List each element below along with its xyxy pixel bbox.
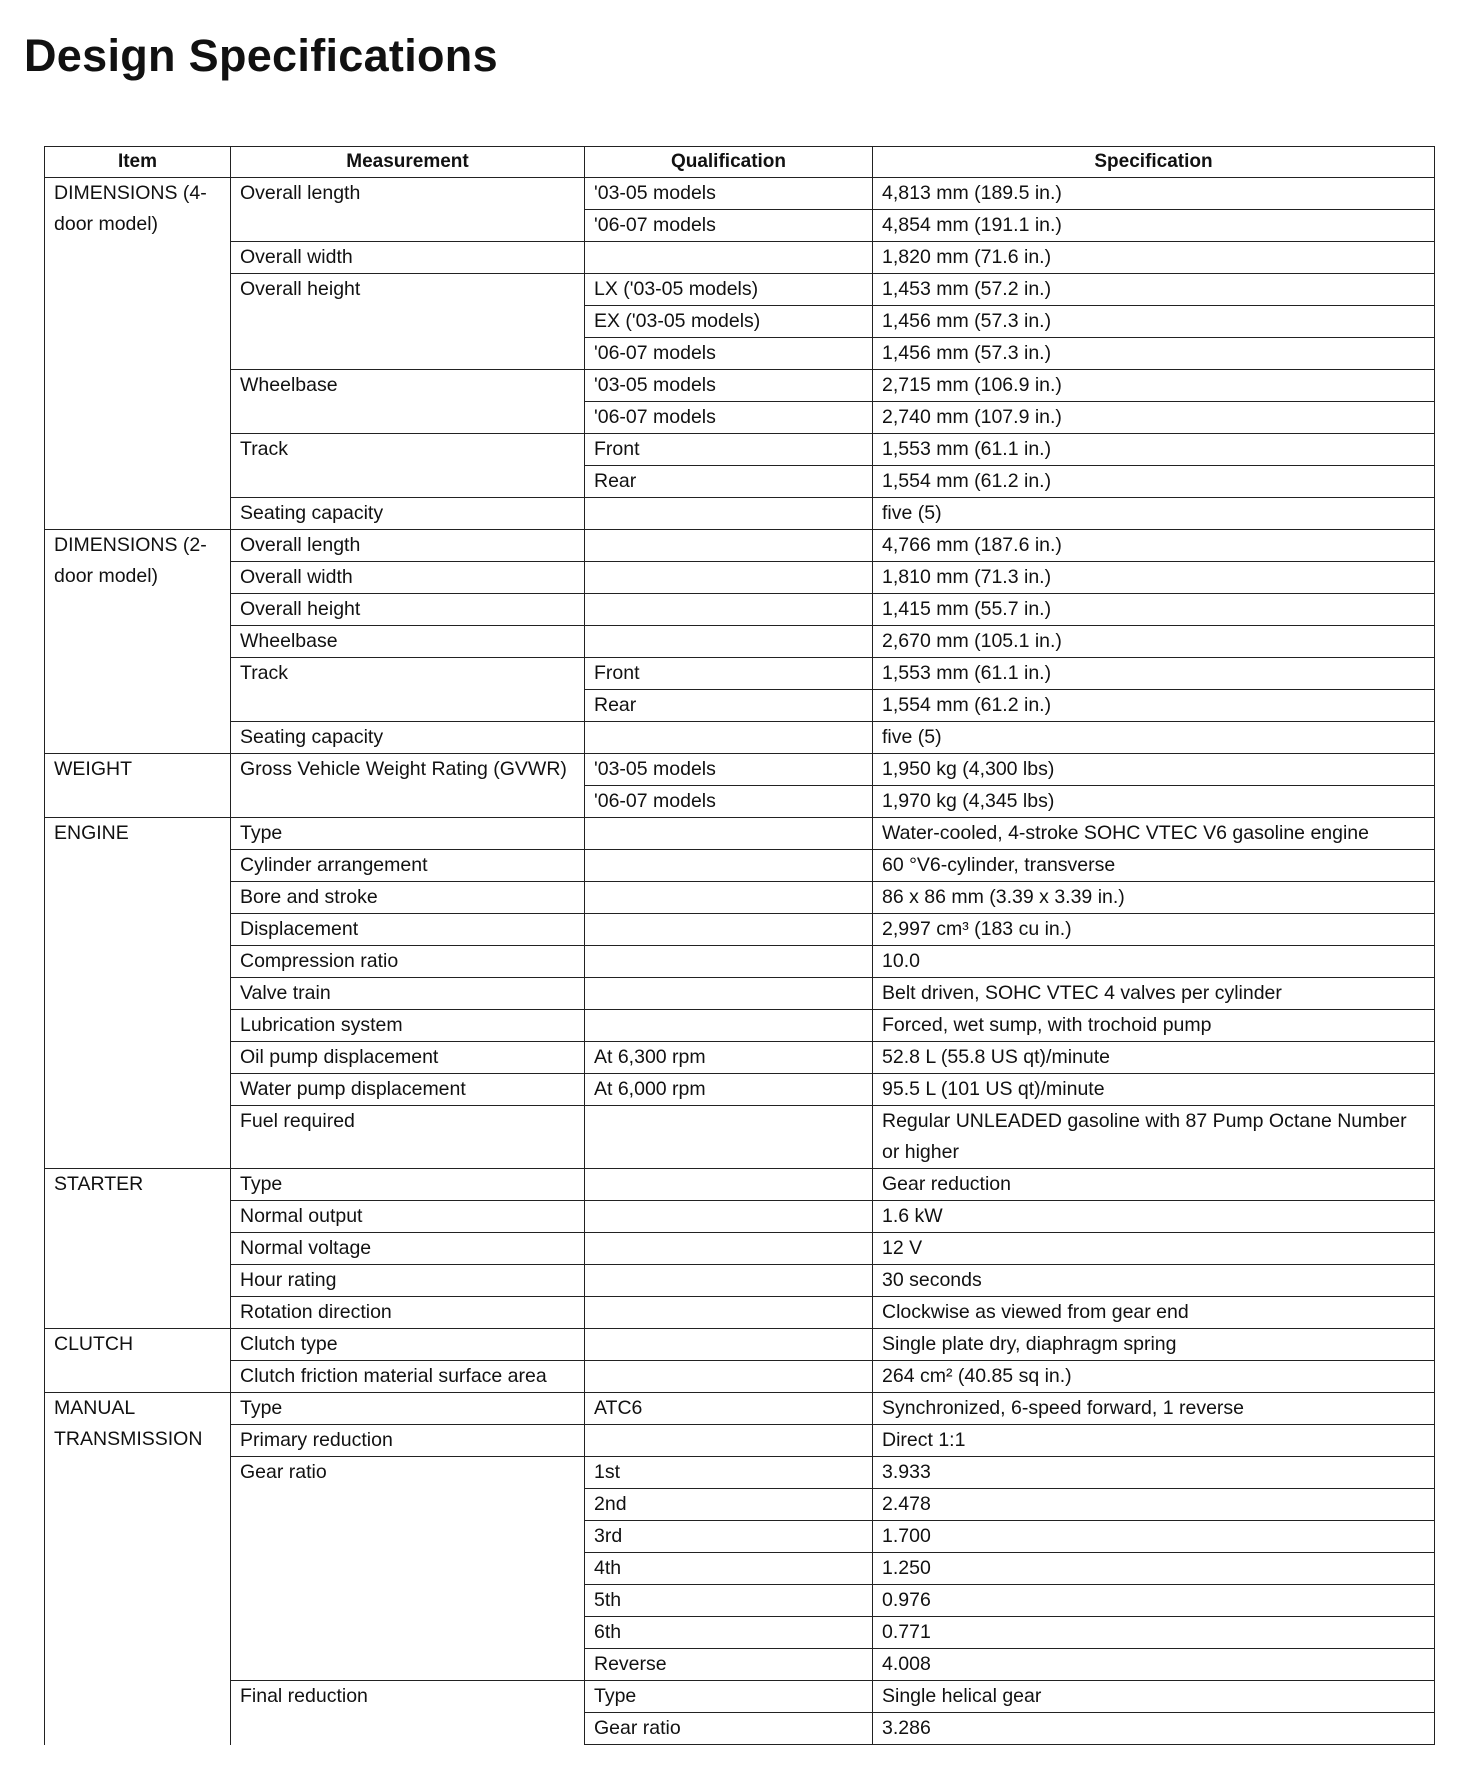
qualification-cell [585,946,873,978]
measurement-cell: Fuel required [231,1106,585,1169]
qualification-cell: '06-07 models [585,786,873,818]
qualification-cell [585,1425,873,1457]
table-row [45,882,1435,914]
table-row [45,978,1435,1010]
table-row [45,370,1435,402]
specification-cell: 4.008 [873,1649,1435,1681]
qualification-cell [585,850,873,882]
table-row [45,178,1435,210]
qualification-cell [585,1010,873,1042]
specification-cell: 4,854 mm (191.1 in.) [873,210,1435,242]
measurement-cell: Wheelbase [231,370,585,434]
measurement-cell: Overall width [231,562,585,594]
specification-cell: five (5) [873,498,1435,530]
measurement-cell: Cylinder arrangement [231,850,585,882]
specification-cell: 1.6 kW [873,1201,1435,1233]
measurement-cell: Normal output [231,1201,585,1233]
section-label: CLUTCH [45,1329,231,1393]
table-row [45,914,1435,946]
specification-cell: 1,456 mm (57.3 in.) [873,338,1435,370]
measurement-cell: Compression ratio [231,946,585,978]
table-row [45,1361,1435,1393]
header-specification: Specification [873,147,1435,178]
measurement-cell: Track [231,658,585,722]
specification-cell: 0.976 [873,1585,1435,1617]
specification-cell: 4,766 mm (187.6 in.) [873,530,1435,562]
qualification-cell: At 6,000 rpm [585,1074,873,1106]
specification-cell: 3.933 [873,1457,1435,1489]
specification-cell: 1.700 [873,1521,1435,1553]
measurement-cell: Wheelbase [231,626,585,658]
qualification-cell: '06-07 models [585,338,873,370]
header-item: Item [45,147,231,178]
measurement-cell: Oil pump displacement [231,1042,585,1074]
section-label: WEIGHT [45,754,231,818]
specification-cell: 1,950 kg (4,300 lbs) [873,754,1435,786]
table-row [45,242,1435,274]
specification-cell: 1,554 mm (61.2 in.) [873,690,1435,722]
header-measurement: Measurement [231,147,585,178]
specification-cell: 52.8 L (55.8 US qt)/minute [873,1042,1435,1074]
table-row [45,594,1435,626]
qualification-cell: '03-05 models [585,370,873,402]
table-row [45,626,1435,658]
specification-cell: 2,740 mm (107.9 in.) [873,402,1435,434]
table-row [45,754,1435,786]
qualification-cell [585,1361,873,1393]
table-row [45,1329,1435,1361]
qualification-cell: At 6,300 rpm [585,1042,873,1074]
table-row [45,1425,1435,1457]
qualification-cell [585,1233,873,1265]
table-row [45,818,1435,850]
spec-body [45,178,1435,1745]
specification-cell: 1,553 mm (61.1 in.) [873,658,1435,690]
qualification-cell [585,242,873,274]
table-row [45,274,1435,306]
table-row [45,1457,1435,1489]
table-row [45,530,1435,562]
qualification-cell [585,914,873,946]
specification-cell: 1,554 mm (61.2 in.) [873,466,1435,498]
table-row [45,722,1435,754]
qualification-cell: Rear [585,690,873,722]
table-row [45,658,1435,690]
qualification-cell [585,1297,873,1329]
measurement-cell: Lubrication system [231,1010,585,1042]
qualification-cell: '03-05 models [585,178,873,210]
measurement-cell: Gear ratio [231,1457,585,1681]
measurement-cell: Normal voltage [231,1233,585,1265]
specification-cell: 1,456 mm (57.3 in.) [873,306,1435,338]
specification-cell: 1,810 mm (71.3 in.) [873,562,1435,594]
specification-cell: Water-cooled, 4-stroke SOHC VTEC V6 gasoline engine [873,818,1435,850]
measurement-cell: Primary reduction [231,1425,585,1457]
qualification-cell: 4th [585,1553,873,1585]
measurement-cell: Type [231,818,585,850]
qualification-cell [585,1106,873,1169]
specification-cell: Single helical gear [873,1681,1435,1713]
qualification-cell: '06-07 models [585,210,873,242]
specification-cell: Belt driven, SOHC VTEC 4 valves per cylinder [873,978,1435,1010]
qualification-cell: '03-05 models [585,754,873,786]
table-row [45,1265,1435,1297]
specification-cell: 1,970 kg (4,345 lbs) [873,786,1435,818]
specification-cell: Forced, wet sump, with trochoid pump [873,1010,1435,1042]
qualification-cell [585,978,873,1010]
measurement-cell: Gross Vehicle Weight Rating (GVWR) [231,754,585,818]
specification-cell: 1,453 mm (57.2 in.) [873,274,1435,306]
specification-cell: 2.478 [873,1489,1435,1521]
measurement-cell: Overall width [231,242,585,274]
qualification-cell: Reverse [585,1649,873,1681]
qualification-cell [585,722,873,754]
measurement-cell: Overall length [231,178,585,242]
specification-cell: 0.771 [873,1617,1435,1649]
section-label: DIMENSIONS (4-door model) [45,178,231,530]
specification-cell: five (5) [873,722,1435,754]
section-label: MANUAL TRANSMISSION [45,1393,231,1745]
qualification-cell [585,1201,873,1233]
measurement-cell: Water pump displacement [231,1074,585,1106]
qualification-cell: EX ('03-05 models) [585,306,873,338]
table-row [45,1681,1435,1713]
specification-cell: 264 cm² (40.85 sq in.) [873,1361,1435,1393]
table-row [45,562,1435,594]
qualification-cell: 5th [585,1585,873,1617]
qualification-cell: Front [585,434,873,466]
qualification-cell [585,818,873,850]
specification-cell: 2,997 cm³ (183 cu in.) [873,914,1435,946]
table-row [45,498,1435,530]
specification-cell: 3.286 [873,1713,1435,1745]
qualification-cell: '06-07 models [585,402,873,434]
measurement-cell: Type [231,1393,585,1425]
qualification-cell: ATC6 [585,1393,873,1425]
measurement-cell: Displacement [231,914,585,946]
section-label: ENGINE [45,818,231,1169]
specification-cell: Clockwise as viewed from gear end [873,1297,1435,1329]
measurement-cell: Final reduction [231,1681,585,1745]
qualification-cell: Type [585,1681,873,1713]
qualification-cell: 2nd [585,1489,873,1521]
table-row [45,1169,1435,1201]
header-qualification: Qualification [585,147,873,178]
section-label: DIMENSIONS (2-door model) [45,530,231,754]
measurement-cell: Overall height [231,274,585,370]
table-row [45,1201,1435,1233]
qualification-cell [585,594,873,626]
specification-cell: 1,820 mm (71.6 in.) [873,242,1435,274]
spec-table [44,146,1435,1745]
measurement-cell: Bore and stroke [231,882,585,914]
specification-cell: Regular UNLEADED gasoline with 87 Pump Octane Number or higher [873,1106,1435,1169]
qualification-cell [585,1329,873,1361]
specification-cell: 2,670 mm (105.1 in.) [873,626,1435,658]
header-row [45,147,1435,178]
qualification-cell [585,626,873,658]
measurement-cell: Clutch friction material surface area [231,1361,585,1393]
measurement-cell: Seating capacity [231,498,585,530]
specification-cell: 95.5 L (101 US qt)/minute [873,1074,1435,1106]
measurement-cell: Valve train [231,978,585,1010]
qualification-cell [585,498,873,530]
specification-cell: 60 °V6-cylinder, transverse [873,850,1435,882]
qualification-cell: 6th [585,1617,873,1649]
table-row [45,946,1435,978]
specification-cell: 10.0 [873,946,1435,978]
measurement-cell: Overall height [231,594,585,626]
table-row [45,1393,1435,1425]
specification-cell: Single plate dry, diaphragm spring [873,1329,1435,1361]
specification-cell: 30 seconds [873,1265,1435,1297]
table-row [45,1010,1435,1042]
table-row [45,1233,1435,1265]
section-label: STARTER [45,1169,231,1329]
qualification-cell: Front [585,658,873,690]
measurement-cell: Rotation direction [231,1297,585,1329]
table-row [45,1297,1435,1329]
measurement-cell: Overall length [231,530,585,562]
measurement-cell: Type [231,1169,585,1201]
qualification-cell [585,530,873,562]
measurement-cell: Track [231,434,585,498]
specification-cell: 1,553 mm (61.1 in.) [873,434,1435,466]
qualification-cell: LX ('03-05 models) [585,274,873,306]
specification-cell: Direct 1:1 [873,1425,1435,1457]
qualification-cell [585,1169,873,1201]
qualification-cell [585,1265,873,1297]
table-row [45,850,1435,882]
specification-cell: 2,715 mm (106.9 in.) [873,370,1435,402]
qualification-cell [585,882,873,914]
qualification-cell: Rear [585,466,873,498]
table-row [45,1106,1435,1169]
table-row [45,1042,1435,1074]
specification-cell: 1.250 [873,1553,1435,1585]
table-row [45,434,1435,466]
specification-cell: 86 x 86 mm (3.39 x 3.39 in.) [873,882,1435,914]
specification-cell: Synchronized, 6-speed forward, 1 reverse [873,1393,1435,1425]
qualification-cell: 1st [585,1457,873,1489]
qualification-cell: 3rd [585,1521,873,1553]
specification-cell: 12 V [873,1233,1435,1265]
measurement-cell: Clutch type [231,1329,585,1361]
qualification-cell [585,562,873,594]
specification-cell: 4,813 mm (189.5 in.) [873,178,1435,210]
specification-cell: 1,415 mm (55.7 in.) [873,594,1435,626]
specification-cell: Gear reduction [873,1169,1435,1201]
measurement-cell: Hour rating [231,1265,585,1297]
qualification-cell: Gear ratio [585,1713,873,1745]
measurement-cell: Seating capacity [231,722,585,754]
page-title: Design Specifications [24,30,498,81]
table-row [45,1074,1435,1106]
